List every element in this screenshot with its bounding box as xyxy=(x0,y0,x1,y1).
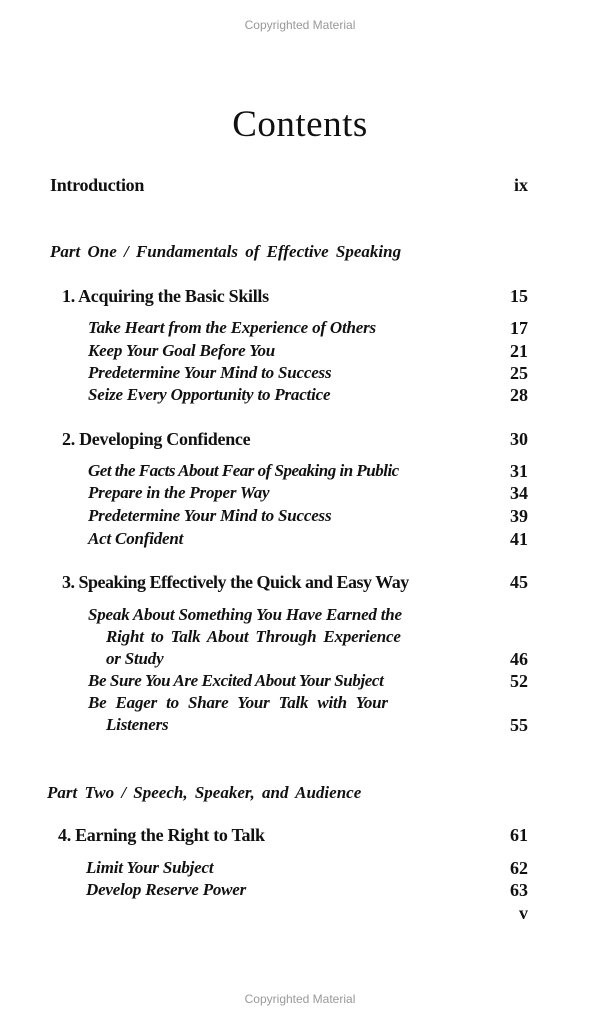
chapter-page: 61 xyxy=(510,825,528,845)
section-title: Keep Your Goal Before You xyxy=(88,341,276,360)
chapter-page: 45 xyxy=(510,572,528,592)
section-title: Get the Facts About Fear of Speaking in Public xyxy=(88,461,399,480)
watermark-bottom: Copyrighted Material xyxy=(244,992,356,1006)
chapter-page: 30 xyxy=(510,429,528,449)
section-page: 46 xyxy=(510,649,528,669)
section-title: Develop Reserve Power xyxy=(86,880,247,899)
section-title-line: Right to Talk About Through Experience xyxy=(106,627,401,646)
chapter-title: 4. Earning the Right to Talk xyxy=(58,825,265,845)
section-page: 28 xyxy=(510,385,528,405)
page-number: v xyxy=(519,903,528,923)
section-page: 62 xyxy=(510,858,528,878)
section-page: 17 xyxy=(510,318,528,338)
section-title: Predetermine Your Mind to Success xyxy=(88,506,332,525)
section-title: Prepare in the Proper Way xyxy=(88,483,270,502)
section-page: 52 xyxy=(510,671,528,691)
page-title: Contents xyxy=(232,104,368,145)
section-title-line: Speak About Something You Have Earned the xyxy=(88,605,402,624)
section-page: 21 xyxy=(510,341,528,361)
section-title: Take Heart from the Experience of Others xyxy=(88,318,376,337)
section-title: Seize Every Opportunity to Practice xyxy=(88,385,331,404)
toc-introduction: Introduction xyxy=(50,175,145,195)
section-page: 31 xyxy=(510,461,528,481)
section-page: 63 xyxy=(510,880,528,900)
section-title: Predetermine Your Mind to Success xyxy=(88,363,332,382)
section-page: 39 xyxy=(510,506,528,526)
section-title: Limit Your Subject xyxy=(86,858,214,877)
chapter-title: 1. Acquiring the Basic Skills xyxy=(62,286,269,306)
section-title: Act Confident xyxy=(88,529,184,548)
section-title-line: Be Eager to Share Your Talk with Your xyxy=(88,693,388,712)
watermark-top: Copyrighted Material xyxy=(244,18,356,32)
chapter-title: 2. Developing Confidence xyxy=(62,429,251,449)
section-title: Be Sure You Are Excited About Your Subject xyxy=(88,671,384,690)
section-page: 25 xyxy=(510,363,528,383)
chapter-page: 15 xyxy=(510,286,528,306)
part-heading: Part One / Fundamentals of Effective Speaking xyxy=(50,242,402,261)
section-page: 41 xyxy=(510,529,528,549)
section-title-line: or Study xyxy=(106,649,164,668)
section-page: 55 xyxy=(510,715,528,735)
chapter-title: 3. Speaking Effectively the Quick and Easy Way xyxy=(62,572,409,592)
toc-introduction-page: ix xyxy=(513,175,528,195)
section-page: 34 xyxy=(510,483,528,503)
section-title-line: Listeners xyxy=(106,715,169,734)
part-heading: Part Two / Speech, Speaker, and Audience xyxy=(47,783,362,802)
